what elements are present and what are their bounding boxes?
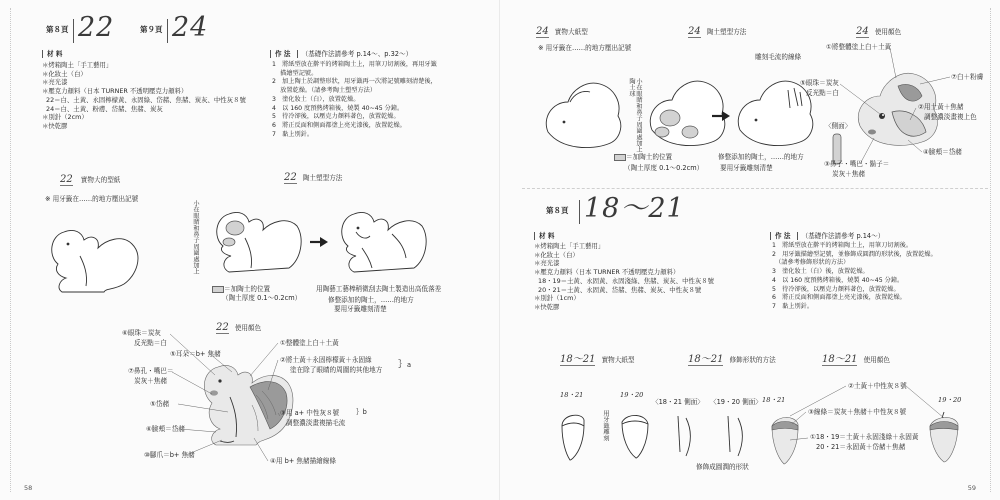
material-item: ＊別針（2cm） [42,113,88,122]
shaping24-note-top: 雕刻毛流的線條 [755,53,802,61]
material-item: ＊壓克力顏料（日本 TURNER 不透明壓克力顏料） [42,87,188,96]
method-step: 2 用牙籤描繪型記號，並修飾成圓潤的形狀後，放置乾燥。 [772,250,937,258]
method-step: 4 以 160 度預熱烤箱後，燒製 40~45 分鐘。 [772,276,904,284]
method-step: 7 黏上別針。 [772,302,814,310]
shaping22-legend-note: （陶土厚度 0.1～0.2cm） [222,294,302,302]
acorn-color-label: 20・21＝永固黃＋岱赭＋焦赭 [816,443,906,451]
color22-label: ④用 b+ 焦赭描繪線條 [270,457,336,465]
pattern22-note: ※ 用牙籤在……的地方壓出記號 [45,195,139,203]
color24-label: 反光點＝白 [806,89,839,97]
materials-title: 材 料 [42,50,62,59]
method-step: 放置乾燥。（請參考陶土塑型方法） [272,87,377,95]
material-item: ＊亮光漆 [534,259,560,268]
shaping22-vertical-note: 小在眼睛和鼻子周圍處加上 [192,200,199,275]
page-number-right: 59 [967,484,976,492]
method-heading-right: 作 法 （基礎作法請參考 p.14～） [770,232,884,241]
colors24-heading: 24 使用顏色 [856,26,902,37]
material-item: ＊快乾膠 [42,121,68,130]
color24-label: 調整濃淡畫複上色 [924,113,977,121]
color22-label: ③用 a+ 中性灰８號 [280,409,340,417]
method-step: （請參考修飾形狀的方法） [772,259,850,267]
color24-label: ③鼻子・嘴巴・鬍子＝ [824,160,890,168]
shaping24-legend-note: （陶土厚度 0.1～0.2cm） [624,164,704,172]
acorn-method-heading: 18～21 修飾形狀的方法 [688,354,776,365]
method-step: 3 塗化妝土（白），放置乾燥。 [272,95,360,103]
method-step: 1 將紙型放在擀平的烤箱陶土上，用筆刀切割後，再用牙籤 [272,61,437,68]
material-item: ＊烤箱陶土「手工藝用」 [42,61,113,69]
acorn-leader-lines [500,0,1000,500]
acorn-color-label: ①18・19＝土黃＋永固淺綠＋永固黃 [810,433,919,441]
page-number-range: 18～21 [584,193,685,224]
shaping24-legend: ＝加陶土的位置 [614,153,672,162]
acorn-colors-tag1: 18・21 [762,396,786,404]
method-heading: 作 法 （基礎作法請參考 p.14～、p.32～） [270,50,412,59]
color22-label: ⑩腳爪＝b+ 焦赭 [144,451,195,459]
acorn-method-side1: 〈18・21 側面〉 [652,398,704,406]
acorn-pattern-tag1: 18・21 [560,391,584,399]
color22-label: 反光點＝白 [134,339,167,347]
shaping22-legend: ＝加陶土的位置 [212,285,270,294]
shaping24-heading: 24 陶土塑型方法 [688,26,747,37]
shaping22-heading: 22 陶土塑型方法 [284,172,343,183]
shaping24-note1: 修整添加的陶土，……的地方 [718,153,804,161]
material-item: ＊化妝土（白） [42,69,87,78]
color22-bracket-a: ｝a [398,360,412,370]
color22-label: ⑥眼珠＝炭灰 [122,329,161,337]
material-item: 24＝白、土黃、粉膚、岱赭、焦赭、炭灰 [46,104,163,113]
method-step: 5 待冷卻後，以壓克力顏料著色，放置乾燥。 [772,285,900,293]
material-item: ＊亮光漆 [42,78,68,87]
method-step: 7 黏上別針。 [272,130,314,138]
color22-label: ⑤岱赭 [150,400,170,408]
color22-label: 調整濃淡畫複描毛流 [286,419,346,427]
acorn-color-label: ②土黃＋中性灰８號 [848,382,907,390]
acorn-color-label: ③線條＝炭灰＋焦赭＋中性灰８號 [808,408,907,416]
colors24-side-label: 〈側面〉 [825,122,852,130]
material-item: 22＝白、土黃、永固檸檬黃、永固綠、岱赭、焦赭、炭灰、中性灰８號 [46,95,246,104]
color24-label: ⑦白＋粉膚 [951,73,984,81]
acorn-pattern-tag2: 19・20 [620,391,644,399]
page8-label: 第８頁 [46,25,69,34]
page9-label: 第９頁 [140,25,163,34]
shaping24-vertical-note: 小在眼睛和鼻子周圍處加上陶土球 [628,78,642,153]
material-item: ＊化妝土（白） [534,250,579,259]
color22-label: 炭灰＋焦赭 [134,377,167,385]
shaping24-note2: 要用牙籤雕刻清楚 [720,164,773,172]
acorn-pattern-heading: 18～21 實物大紙型 [560,354,635,365]
shaping22-note3: 要用牙籤雕刻清楚 [334,305,387,313]
color22-label: 塗在除了眼睛的周圍的其他地方 [290,366,383,374]
color22-label: ②將土黃＋永固檸檬黃＋永固綠 [280,356,372,364]
page8-label-right: 第８頁 [546,206,569,215]
shaping22-note2: 修整添加的陶土，……的地方 [328,296,414,304]
method-step: 6 將正反面和側面都塗上亮光漆後，放置乾燥。 [272,121,406,129]
method-step: 4 以 160 度預熱烤箱後，燒製 40~45 分鐘。 [272,104,404,112]
method-step: 1 將紙型放在擀平的烤箱陶土上，用筆刀切割後。 [772,242,913,249]
method-step: 5 待冷卻後，以壓克力顏料著色，放置乾燥。 [272,113,400,121]
material-item: 18・19＝土黃、永固黃、永固淺綠、焦赭、炭灰、中性灰８號 [538,276,715,285]
material-item: ＊壓克力顏料（日本 TURNER 不透明壓克力顏料） [534,268,680,277]
method-step: 描繪型記號。 [272,69,318,77]
page-number-left: 58 [24,484,33,492]
pattern22-heading: 22 實物大的型紙 [60,174,121,185]
method-step: 6 將正反面和側面都塗上亮光漆後，放置乾燥。 [772,294,906,302]
method-step: 3 塗化妝土（白）後，放置乾燥。 [772,268,869,276]
method-step: 2 加上陶土於調整形狀，用牙籤再一次將記號雕刻清楚後， [272,78,437,86]
pattern24-heading: 24 實物大紙型 [536,26,588,37]
color24-label: ④臉頰＝岱赭 [923,148,962,156]
color22-label: ⑤耳朵＝b+ 焦赭 [170,350,221,358]
color24-label: ⑤眼珠＝炭灰 [800,79,839,87]
acorn-colors-heading: 18～21 使用顏色 [822,354,890,365]
right-page [500,0,1000,500]
color24-label: ①將整體塗上白＋土黃 [826,43,892,51]
page9-number: 24 [172,12,209,43]
page8-number: 22 [78,12,115,43]
color22-label: ⑥臉頰＝岱赭 [146,425,185,433]
color24-label: ②用土黃＋焦赭 [918,103,964,111]
pattern24-note: ※ 用牙籤在……的地方壓出記號 [538,44,632,52]
material-item: 20・21＝土黃、永固黃、岱赭、焦赭、炭灰、中性灰８號 [538,285,702,294]
acorn-method-side2: 〈19・20 側面〉 [710,398,762,406]
acorn-colors-tag2: 19・20 [938,396,962,404]
color24-label: 炭灰＋焦赭 [832,170,865,178]
color22-label: ⑦鼻孔・嘴巴＝ [128,367,174,375]
colors22-heading: 22 使用顏色 [216,322,262,333]
color22-tag-b: ｝b [356,408,367,416]
material-item: ＊快乾膠 [534,302,560,311]
shaping22-note1: 用陶藝工藝棒稍微刮去陶土製造出高低落差 [316,285,442,293]
material-item: ＊別針（1cm） [534,294,580,303]
material-item: ＊烤箱陶土「手工藝用」 [534,242,605,250]
materials-title-right: 材 料 [534,232,554,241]
color22-label: ①整體塗上白＋土黃 [280,339,339,347]
acorn-method-vertical-note: 用牙籤雕刻 [602,410,609,441]
acorn-method-bottom-note: 修飾成圓潤的形狀 [696,463,749,471]
